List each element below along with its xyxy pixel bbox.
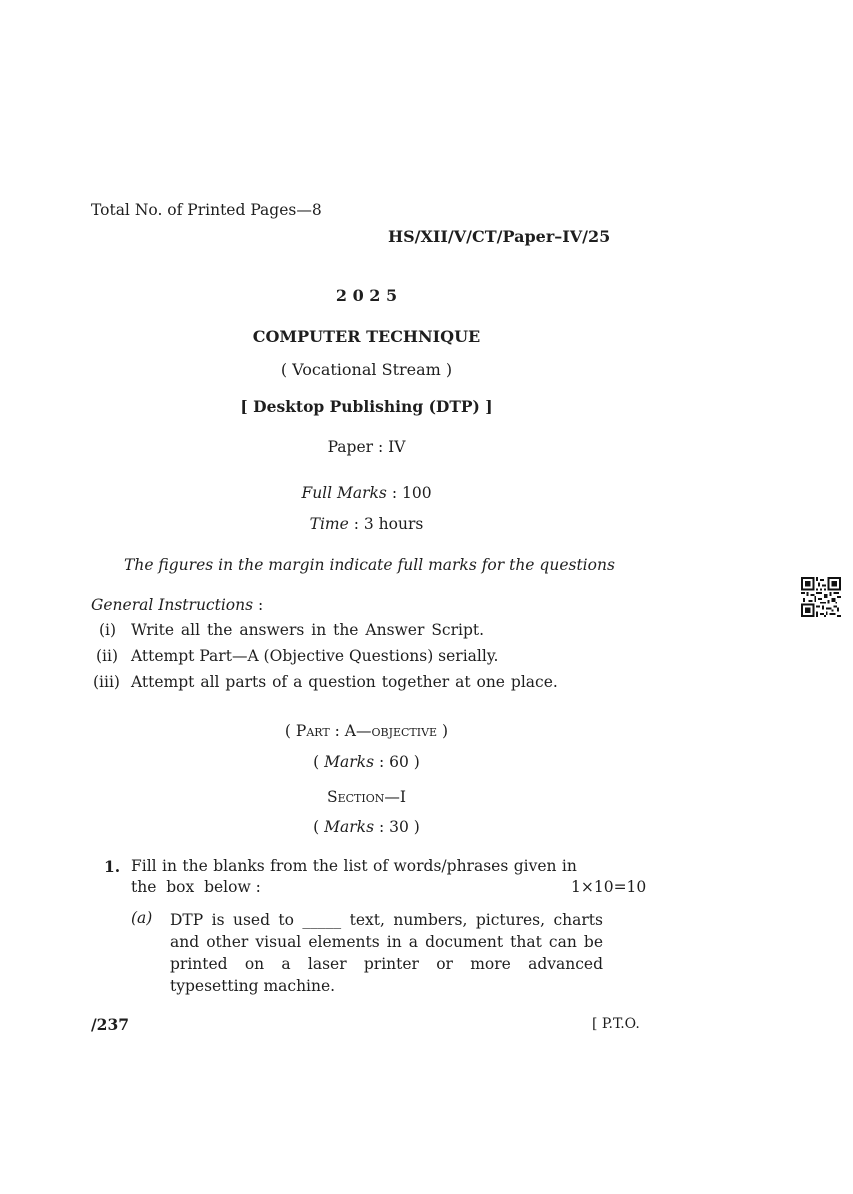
sub-question-label: (a) <box>131 909 153 927</box>
instruction-number: (iii) <box>93 673 120 691</box>
instruction-text: Attempt Part—A (Objective Questions) serially. <box>131 647 499 665</box>
section-marks-value: : 30 ) <box>374 818 420 836</box>
margin-marks-note: The figures in the margin indicate full marks for the questions <box>124 556 615 574</box>
sub-question-text: DTP is used to _____ text, numbers, pictures, charts and other visual elements in a document that can be printed on a laser printer or more advanced typesetting machine. <box>170 911 603 995</box>
section-marks: ( Marks : 30 ) <box>313 818 420 836</box>
instruction-text: Write all the answers in the Answer Script. <box>131 621 485 639</box>
question-text-line-2: the box below : <box>131 878 261 896</box>
exam-year: 2 0 2 5 <box>335 286 398 305</box>
topic-label: [ Desktop Publishing (DTP) ] <box>240 397 493 416</box>
part-a-heading: ( Part : A—objective ) <box>284 722 449 740</box>
paper-code: HS/XII/V/CT/Paper–IV/25 <box>388 227 611 246</box>
subject-title: COMPUTER TECHNIQUE <box>252 327 481 346</box>
instructions-heading-label: General Instructions <box>91 596 254 614</box>
qr-code-icon <box>801 577 841 617</box>
instruction-text: Attempt all parts of a question together at one place. <box>131 673 558 691</box>
full-marks-label: Full Marks <box>301 484 387 502</box>
section-marks-label: Marks <box>324 818 375 836</box>
time-allowed <box>0 515 733 533</box>
question-marks: 1×10=10 <box>571 878 647 896</box>
footer-code: /237 <box>91 1015 130 1034</box>
time-value: : 3 hours <box>348 515 424 533</box>
question-text-line-1: Fill in the blanks from the list of words/phrases given in <box>131 857 577 875</box>
instruction-number: (ii) <box>96 647 119 665</box>
question-number: 1. <box>104 857 121 876</box>
printed-pages-note: Total No. of Printed Pages—8 <box>91 201 322 219</box>
stream-label: ( Vocational Stream ) <box>280 360 453 379</box>
instructions-heading-colon: : <box>253 596 264 614</box>
instructions-heading <box>91 596 263 614</box>
part-a-marks-label: Marks <box>324 753 375 771</box>
full-marks <box>0 484 733 502</box>
full-marks-value: : 100 <box>386 484 432 502</box>
time-label: Time <box>309 515 349 533</box>
instruction-number: (i) <box>99 621 117 639</box>
please-turn-over: [ P.T.O. <box>592 1016 640 1032</box>
paper-number: Paper : IV <box>327 438 406 456</box>
part-a-marks-value: : 60 ) <box>374 753 420 771</box>
section-heading: Section—I <box>326 788 406 806</box>
part-a-marks: ( Marks : 60 ) <box>313 753 420 771</box>
